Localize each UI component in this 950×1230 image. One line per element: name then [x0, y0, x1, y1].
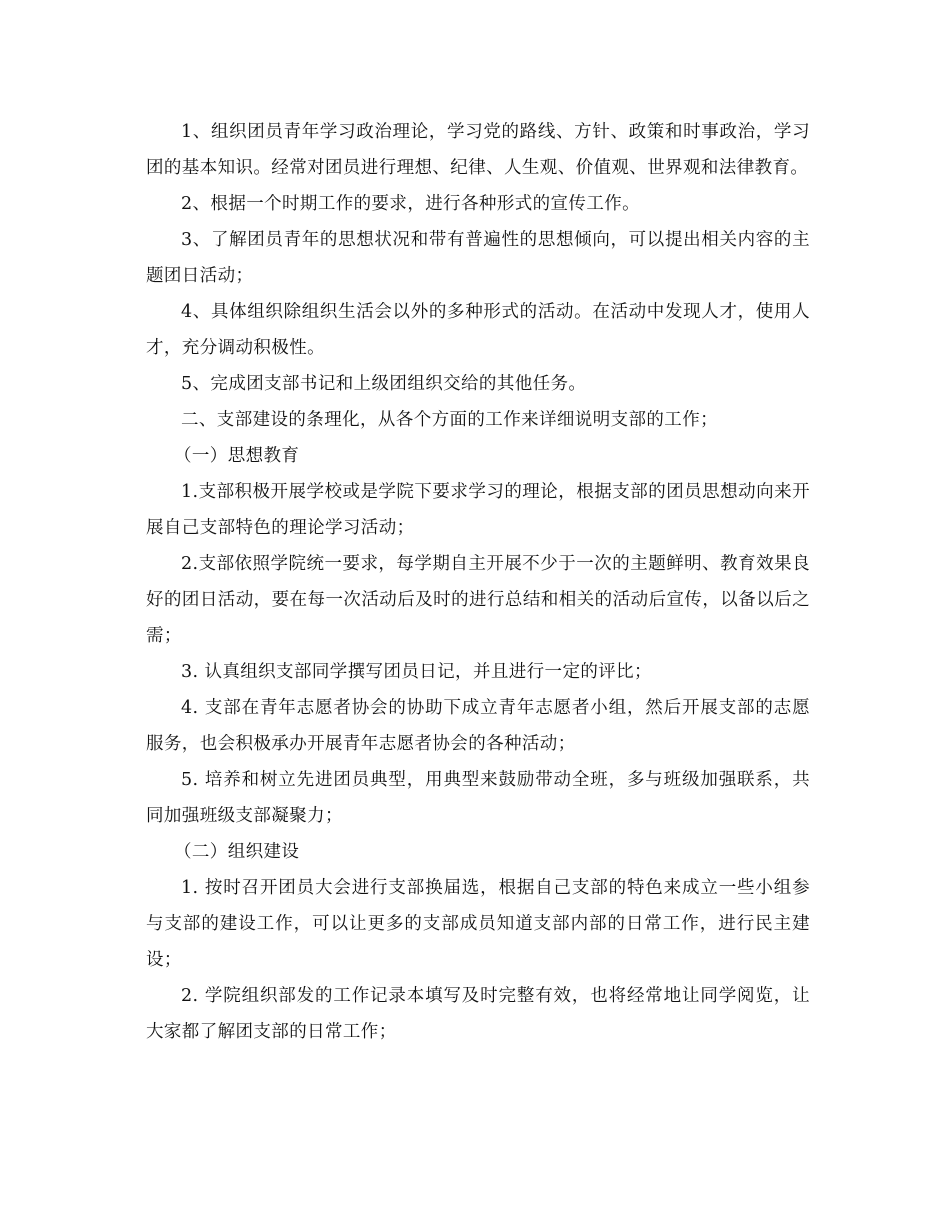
subsection-heading-organization-building: （二）组织建设 — [174, 842, 300, 862]
paragraph-education-1: 1.支部积极开展学校或是学院下要求学习的理论，根据支部的团员思想动向来开展自己支部特色的理论学习活动； — [146, 482, 810, 538]
paragraph-education-2: 2.支部依照学院统一要求，每学期自主开展不少于一次的主题鲜明、教育效果良好的团日活动，要在每一次活动后及时的进行总结和相关的活动后宣传，以备以后之需； — [146, 554, 810, 646]
paragraph-education-4: 4. 支部在青年志愿者协会的协助下成立青年志愿者小组，然后开展支部的志愿服务，也会积极承办开展青年志愿者协会的各种活动； — [146, 698, 810, 754]
subsection-heading-ideological-education: （一）思想教育 — [174, 446, 300, 466]
paragraph-duty-2: 2、根据一个时期工作的要求，进行各种形式的宣传工作。 — [181, 194, 641, 214]
paragraph-duty-4: 4、具体组织除组织生活会以外的多种形式的活动。在活动中发现人才，使用人才，充分调动积极性。 — [146, 302, 810, 358]
paragraph-duty-1: 1、组织团员青年学习政治理论，学习党的路线、方针、政策和时事政治，学习团的基本知识。经常对团员进行理想、纪律、人生观、价值观、世界观和法律教育。 — [146, 122, 810, 178]
document-body — [146, 114, 810, 1050]
paragraph-education-3: 3. 认真组织支部同学撰写团员日记，并且进行一定的评比； — [181, 662, 652, 682]
paragraph-education-5: 5. 培养和树立先进团员典型，用典型来鼓励带动全班，多与班级加强联系，共 同加强班级支部凝聚力； — [146, 770, 810, 826]
section-heading-branch-building: 二、支部建设的条理化，从各个方面的工作来详细说明支部的工作； — [181, 410, 718, 430]
paragraph-duty-5: 5、完成团支部书记和上级团组织交给的其他任务。 — [181, 374, 587, 394]
paragraph-organization-2: 2. 学院组织部发的工作记录本填写及时完整有效，也将经常地让同学阅览，让大家都了解团支部的日常工作； — [146, 986, 810, 1042]
paragraph-organization-1: 1. 按时召开团员大会进行支部换届选，根据自己支部的特色来成立一些小组参与支部的建设工作，可以让更多的支部成员知道支部内部的日常工作，进行民主建设； — [146, 878, 810, 970]
paragraph-duty-3: 3、了解团员青年的思想状况和带有普遍性的思想倾向，可以提出相关内容的主题团日活动； — [146, 230, 810, 286]
